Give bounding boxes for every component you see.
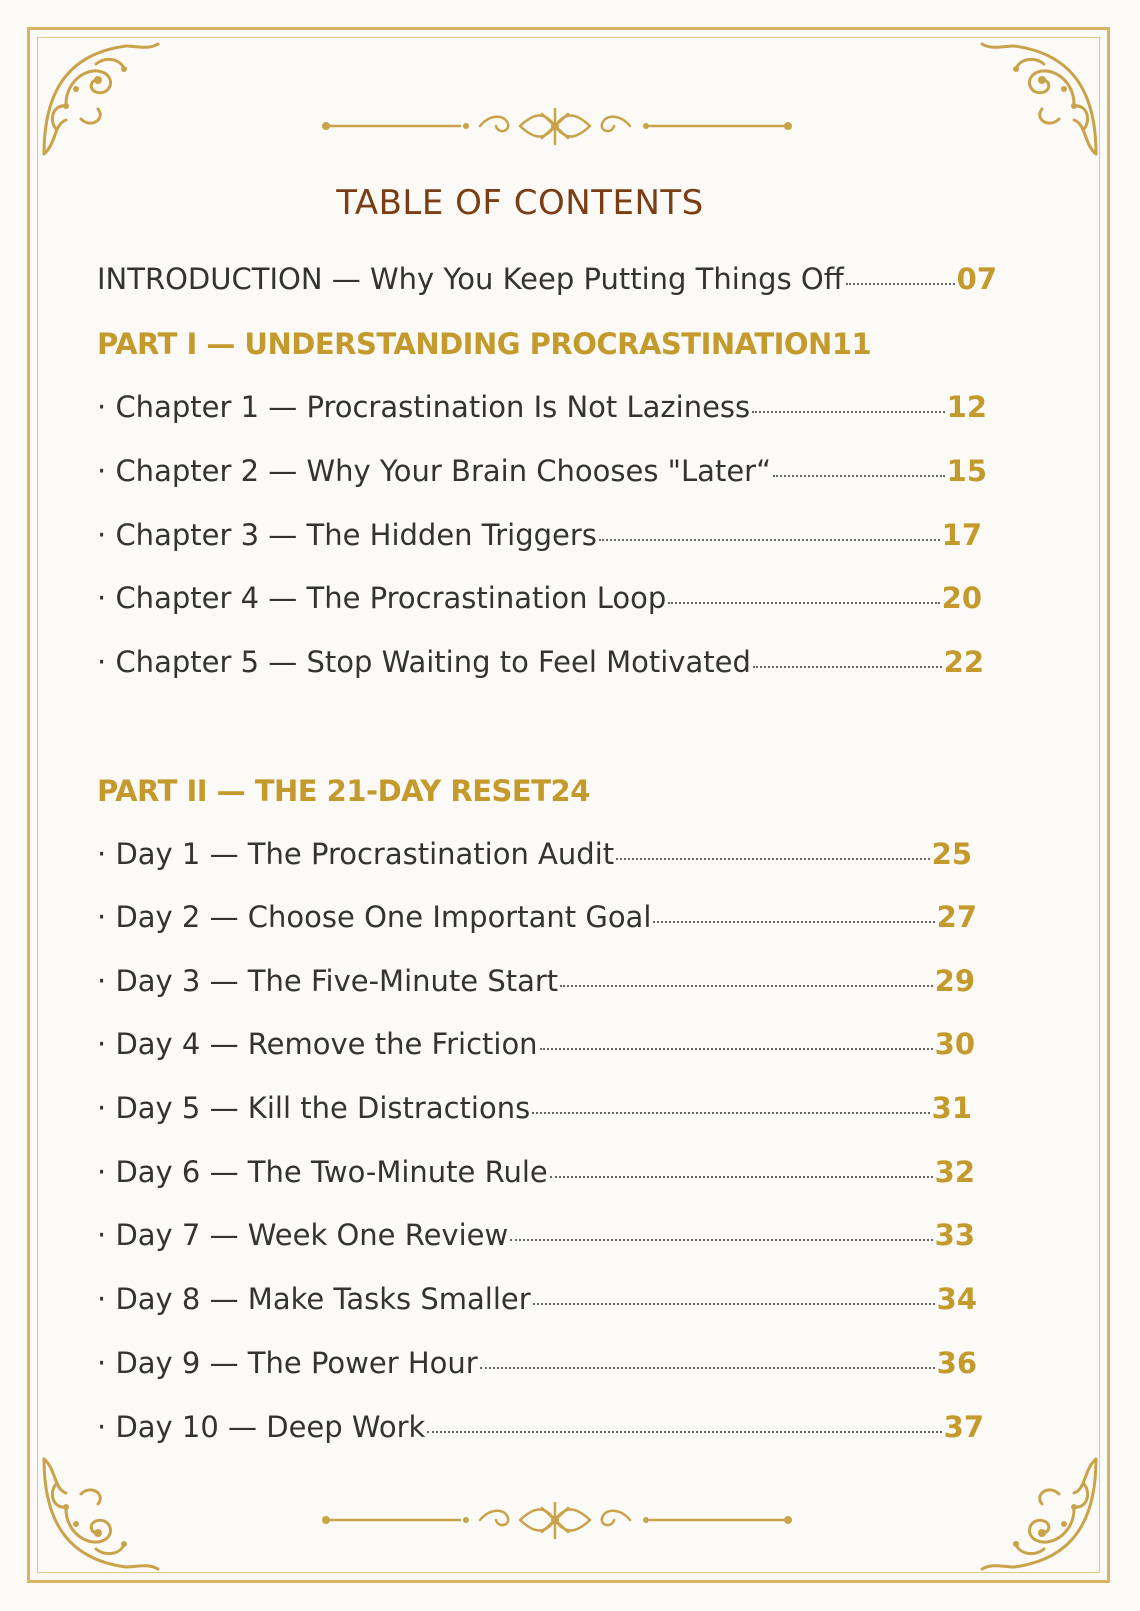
- toc-entry-label: · Day 4 — Remove the Friction: [97, 1027, 538, 1061]
- page-title: TABLE OF CONTENTS: [336, 183, 704, 223]
- toc-entry[interactable]: [97, 964, 975, 998]
- toc-page-number: 17: [941, 518, 982, 552]
- toc-entry[interactable]: [97, 1091, 972, 1125]
- toc-page-number: 36: [936, 1346, 977, 1380]
- toc-entry-label: · Day 10 — Deep Work: [97, 1410, 425, 1444]
- toc-entry[interactable]: [97, 1346, 977, 1380]
- toc-entry[interactable]: [97, 645, 984, 679]
- flourish-corner-icon: [36, 1449, 166, 1579]
- dot-leader: [510, 1238, 932, 1241]
- toc-entry[interactable]: [97, 390, 987, 424]
- dot-leader: [599, 538, 940, 541]
- toc-entry[interactable]: [97, 1282, 977, 1316]
- toc-entry[interactable]: [97, 837, 972, 871]
- dot-leader: [773, 474, 945, 477]
- dot-leader: [560, 984, 932, 987]
- toc-entry-label: INTRODUCTION — Why You Keep Putting Things Off: [97, 262, 844, 296]
- toc-page-number: 20: [941, 581, 982, 615]
- dot-leader: [532, 1111, 929, 1114]
- toc-entry-label: · Day 6 — The Two-Minute Rule: [97, 1155, 548, 1189]
- toc-page-number: 27: [936, 900, 977, 934]
- toc-entry[interactable]: [97, 1155, 975, 1189]
- dot-leader: [427, 1430, 941, 1433]
- dot-leader: [540, 1047, 933, 1050]
- dot-leader: [653, 920, 934, 923]
- toc-page-number: 22: [943, 645, 984, 679]
- toc-entry[interactable]: [97, 581, 982, 615]
- toc-entry[interactable]: [97, 1410, 984, 1444]
- toc-entry-label: · Chapter 3 — The Hidden Triggers: [97, 518, 597, 552]
- toc-page-number: 30: [934, 1027, 975, 1061]
- toc-page-number: 34: [936, 1282, 977, 1316]
- toc-page-number: 29: [934, 964, 975, 998]
- dot-leader: [752, 410, 945, 413]
- toc-page-number: 32: [934, 1155, 975, 1189]
- scroll-divider-icon: [320, 1502, 820, 1542]
- toc-page-number: 12: [946, 390, 987, 424]
- toc-entry[interactable]: [97, 518, 982, 552]
- dot-leader: [668, 601, 939, 604]
- toc-entry[interactable]: [97, 454, 987, 488]
- toc-entry-label: · Day 9 — The Power Hour: [97, 1346, 478, 1380]
- toc-entry-label: · Chapter 1 — Procrastination Is Not Laziness: [97, 390, 750, 424]
- toc-entry-label: · Day 1 — The Procrastination Audit: [97, 837, 614, 871]
- toc-page-number: 31: [931, 1091, 972, 1125]
- toc-page-number: 25: [931, 837, 972, 871]
- toc-page-number: 15: [946, 454, 987, 488]
- dot-leader: [550, 1175, 933, 1178]
- toc-page-number: 37: [943, 1410, 984, 1444]
- toc-page-number: 07: [956, 262, 997, 296]
- part-heading[interactable]: PART II — THE 21-DAY RESET24: [97, 774, 590, 808]
- toc-entry-label: · Chapter 4 — The Procrastination Loop: [97, 581, 666, 615]
- toc-entry-label: · Day 2 — Choose One Important Goal: [97, 900, 651, 934]
- toc-entry-label: · Chapter 5 — Stop Waiting to Feel Motivated: [97, 645, 751, 679]
- toc-entry[interactable]: [97, 1218, 975, 1252]
- dot-leader: [480, 1366, 935, 1369]
- toc-entry-label: · Day 7 — Week One Review: [97, 1218, 508, 1252]
- toc-entry-label: · Chapter 2 — Why Your Brain Chooses "Later“: [97, 454, 771, 488]
- toc-page-number: 33: [934, 1218, 975, 1252]
- flourish-corner-icon: [974, 1449, 1104, 1579]
- toc-entry[interactable]: [97, 900, 977, 934]
- toc-entry[interactable]: [97, 1027, 975, 1061]
- dot-leader: [846, 282, 955, 285]
- toc-entry-label: · Day 3 — The Five-Minute Start: [97, 964, 558, 998]
- toc-entry-introduction[interactable]: [97, 262, 997, 296]
- part-heading[interactable]: PART I — UNDERSTANDING PROCRASTINATION11: [97, 327, 872, 361]
- dot-leader: [616, 857, 930, 860]
- toc-entry-label: · Day 8 — Make Tasks Smaller: [97, 1282, 531, 1316]
- dot-leader: [753, 665, 942, 668]
- flourish-corner-icon: [36, 34, 166, 164]
- scroll-divider-icon: [320, 108, 820, 148]
- toc-entry-label: · Day 5 — Kill the Distractions: [97, 1091, 530, 1125]
- flourish-corner-icon: [974, 34, 1104, 164]
- dot-leader: [533, 1302, 935, 1305]
